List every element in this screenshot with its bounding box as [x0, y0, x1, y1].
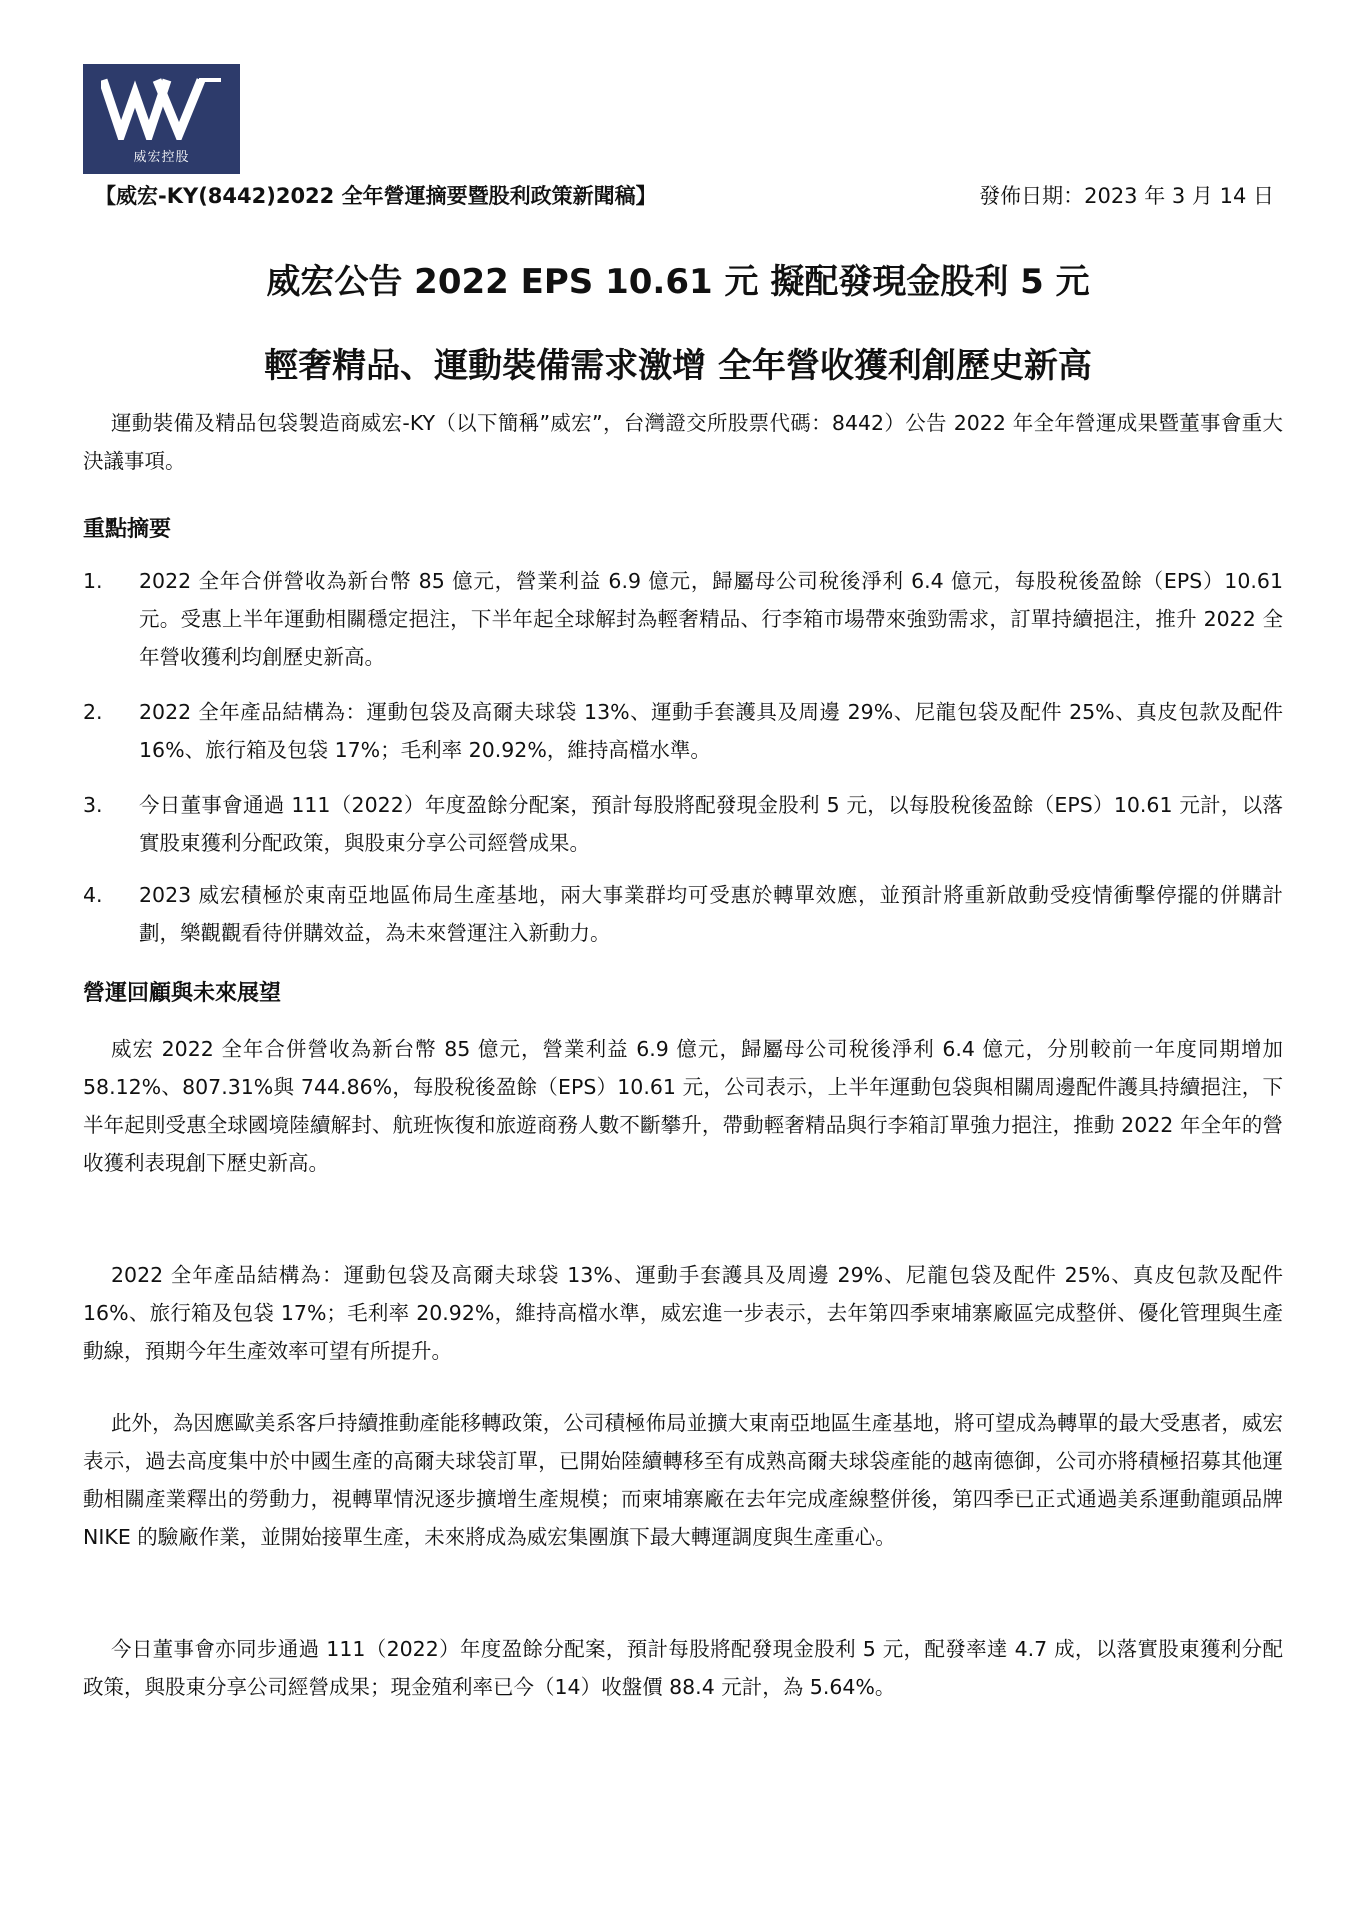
- list-number: 4.: [83, 883, 103, 907]
- wv-logo-icon: [101, 74, 223, 140]
- review-paragraph: 威宏 2022 全年合併營收為新台幣 85 億元，營業利益 6.9 億元，歸屬母公司稅後淨利 6.4 億元，分別較前一年度同期增加 58.12%、807.31%與 744.86%，每股稅後盈餘（EPS）10.61 元，公司表示，上半年運動包袋與相關周邊配件護具持續挹注，下半年起則受惠全球國境陸續解封、航班恢復和旅遊商務人數不斷攀升，帶動輕奢精品與行李箱訂單強力挹注，推動 2022 年全年的營收獲利表現創下歷史新高。: [83, 1037, 1283, 1175]
- header-line: [95, 180, 1274, 212]
- publish-date: 發佈日期：2023 年 3 月 14 日: [979, 184, 1274, 208]
- review-paragraph: 2022 全年產品結構為：運動包袋及高爾夫球袋 13%、運動手套護具及周邊 29%、尼龍包袋及配件 25%、真皮包款及配件 16%、旅行箱及包袋 17%；毛利率 20.92%，維持高檔水準，威宏進一步表示，去年第四季柬埔寨廠區完成整併、優化管理與生產動線，預期今年生產效率可望有所提升。: [83, 1263, 1283, 1363]
- list-text: 2023 威宏積極於東南亞地區佈局生產基地，兩大事業群均可受惠於轉單效應，並預計將重新啟動受疫情衝擊停擺的併購計劃，樂觀觀看待併購效益，為未來營運注入新動力。: [139, 883, 1283, 945]
- list-number: 3.: [83, 793, 103, 817]
- review-paragraph: 此外，為因應歐美系客戶持續推動產能移轉政策，公司積極佈局並擴大東南亞地區生產基地，將可望成為轉單的最大受惠者，威宏表示，過去高度集中於中國生產的高爾夫球袋訂單，已開始陸續轉移至有成熟高爾夫球袋產能的越南德御，公司亦將積極招募其他運動相關產業釋出的勞動力，視轉單情況逐步擴增生產規模；而柬埔寨廠在去年完成產線整併後，第四季已正式通過美系運動龍頭品牌 NIKE 的驗廠作業，並開始接單生產，未來將成為威宏集團旗下最大轉運調度與生產重心。: [83, 1411, 1283, 1549]
- press-release-title: 【威宏-KY(8442)2022 全年營運摘要暨股利政策新聞稿】: [95, 184, 657, 208]
- summary-item: [83, 786, 1283, 862]
- list-text: 2022 全年合併營收為新台幣 85 億元，營業利益 6.9 億元，歸屬母公司稅後淨利 6.4 億元，每股稅後盈餘（EPS）10.61 元。受惠上半年運動相關穩定挹注，下半年起全球解封為輕奢精品、行李箱市場帶來強勁需求，訂單持續挹注，推升 2022 全年營收獲利均創歷史新高。: [139, 569, 1283, 669]
- summary-item: [83, 693, 1283, 769]
- summary-item: [83, 562, 1283, 676]
- headline-line-1: 威宏公告 2022 EPS 10.61 元 擬配發現金股利 5 元: [266, 262, 1090, 302]
- logo-caption: 威宏控股: [133, 150, 190, 165]
- intro-paragraph: 運動裝備及精品包袋製造商威宏-KY（以下簡稱”威宏”，台灣證交所股票代碼：8442）公告 2022 年全年營運成果暨董事會重大決議事項。: [83, 411, 1283, 473]
- headline-line-2: 輕奢精品、運動裝備需求激增 全年營收獲利創歷史新高: [264, 346, 1092, 386]
- company-logo: [83, 64, 240, 174]
- list-number: 2.: [83, 700, 103, 724]
- list-text: 今日董事會通過 111（2022）年度盈餘分配案，預計每股將配發現金股利 5 元，以每股稅後盈餘（EPS）10.61 元計，以落實股東獲利分配政策，與股東分享公司經營成果。: [139, 793, 1283, 855]
- review-paragraph: 今日董事會亦同步通過 111（2022）年度盈餘分配案，預計每股將配發現金股利 5 元，配發率達 4.7 成，以落實股東獲利分配政策，與股東分享公司經營成果；現金殖利率已今（14）收盤價 88.4 元計，為 5.64%。: [83, 1637, 1283, 1699]
- review-title: 營運回顧與未來展望: [83, 981, 282, 1006]
- list-number: 1.: [83, 569, 103, 593]
- summary-item: [83, 876, 1283, 952]
- summary-title: 重點摘要: [83, 517, 172, 542]
- list-text: 2022 全年產品結構為：運動包袋及高爾夫球袋 13%、運動手套護具及周邊 29%、尼龍包袋及配件 25%、真皮包款及配件 16%、旅行箱及包袋 17%；毛利率 20.92%，維持高檔水準。: [139, 700, 1283, 762]
